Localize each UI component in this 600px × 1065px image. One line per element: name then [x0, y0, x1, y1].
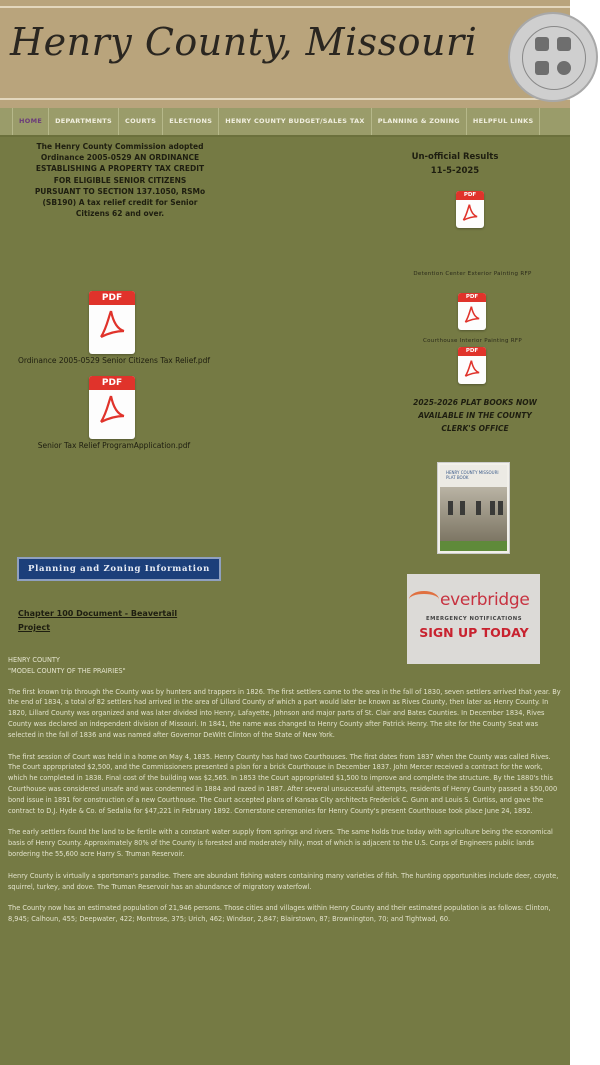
book-cover-header — [440, 465, 507, 487]
nav-home[interactable]: HOME — [12, 108, 48, 135]
seal-quadrant-icon — [535, 37, 549, 51]
pdf-label: PDF — [458, 347, 486, 356]
pdf-file-icon[interactable] — [89, 376, 135, 439]
ordinance-notice: The Henry County Commission adopted Ordinance 2005-0529 AN ORDINANCE ESTABLISHING A PROPERTY TAX CREDIT FOR ELIGIBLE SENIOR CITIZENS PURSUANT TO SECTION 137.1050, RSMo (SB190) A tax relief credit for Senior Citizens 62 and over. — [34, 142, 206, 219]
seal-quadrant-icon — [557, 37, 571, 51]
planning-zoning-button[interactable]: Planning and Zoning Information — [17, 557, 221, 581]
acrobat-icon — [461, 200, 479, 226]
main-nav — [0, 108, 570, 135]
pdf-label: PDF — [458, 293, 486, 302]
nav-divider — [0, 135, 570, 137]
nav-elections[interactable]: ELECTIONS — [162, 108, 218, 135]
pdf-file-icon[interactable] — [89, 291, 135, 354]
header-rule-bottom — [0, 98, 570, 100]
pdf-label: PDF — [89, 291, 135, 305]
window — [460, 501, 465, 515]
pdf-file-icon[interactable] — [458, 347, 486, 384]
site-title[interactable]: Henry County, Missouri — [10, 20, 478, 64]
pdf-file-icon[interactable] — [458, 293, 486, 330]
site-header — [0, 0, 570, 108]
window — [448, 501, 453, 515]
county-history — [8, 655, 563, 936]
chapter-100-link[interactable]: Chapter 100 Document - Beavertail Project — [18, 609, 178, 632]
history-paragraph: The first session of Court was held in a home on May 4, 1835. Henry County has had two Courthouses. The first dates from 1837 when the County was called Rives. The Court appropriated $2,500, and the Commissioners presented a plan for a brick Courthouse in December 1837. John Mercer received a contract for the work, which he completed in 1838. Final cost of the building was $2,565. In 1853 the Court appropriated $1,500 to improve and complete the structure. By the 1880's this Courthouse was considered unsafe and was condemned in 1884 and razed in 1887. After several unsuccessful attempts, residents of Henry County passed a $50,000 bond issue in 1891 for construction of a new Courthouse. The Court accepted plans of Kansas City architects Frederick C. Gunn and Louis S. Curtiss, and gave the contract to D.J. Hyde & Co. of Sedalia for $47,221 in February 1892. Cornerstone ceremonies for Henry County's present Courthouse took place June 24, 1892. — [8, 752, 558, 815]
window — [476, 501, 481, 515]
pdf-label: PDF — [89, 376, 135, 390]
nav-courts[interactable]: COURTS — [118, 108, 162, 135]
nav-helpful-links[interactable]: HELPFUL LINKS — [466, 108, 541, 135]
pdf-link-ordinance[interactable]: Ordinance 2005-0529 Senior Citizens Tax Relief.pdf — [17, 356, 211, 365]
history-heading-block — [8, 655, 563, 677]
history-paragraph: Henry County is virtually a sportsman's paradise. There are abundant fishing waters containing many varieties of fish. The hunting opportunities include deer, coyote, squirrel, turkey, and dove. The Truman Reservoir has an abundance of migratory waterfowl. — [8, 871, 559, 891]
everbridge-arc-icon — [409, 591, 439, 608]
acrobat-icon — [97, 305, 127, 345]
pdf-link-senior-application[interactable]: Senior Tax Relief ProgramApplication.pdf — [37, 441, 191, 450]
everbridge-signup-banner[interactable] — [407, 574, 540, 664]
sign-up-today-label: SIGN UP TODAY — [419, 625, 529, 640]
nav-budget-sales-tax[interactable]: HENRY COUNTY BUDGET/SALES TAX — [218, 108, 370, 135]
header-rule-top — [0, 6, 570, 8]
history-paragraph: The early settlers found the land to be fertile with a constant water supply from springs and rivers. The same holds true today with agriculture being the economical basis of Henry County. Approximately 80% of the County is forested and moderately hilly, most of which is adjacent to the U.S. Corps of Engineers public lands bordering the 55,600 acre Harry S. Truman Reservoir. — [8, 828, 553, 858]
county-seal-logo[interactable] — [508, 12, 598, 102]
acrobat-icon — [463, 356, 481, 382]
window — [490, 501, 495, 515]
history-paragraph: The first known trip through the County was by hunters and trappers in 1826. The first settlers came to the area in the fall of 1830, seven settlers arrived that year. By the end of 1834, a total of 82 settlers had arrived in the area of Lillard County of which a part would later be known as Rives County, then later as Henry County. In 1820, Lillard County was organized and was later divided into Henry, Lafayette, Johnson and major parts of St. Clair and Bates Counties. In December 1834, Rives County was declared an independent division of Missouri. In 1841, the name was changed to Henry County after Patrick Henry. The site for the County Seat was selected in the fall of 1836 and was named after Governor DeWitt Clinton of the State of New York. — [8, 687, 561, 739]
emergency-notifications-label: EMERGENCY NOTIFICATIONS — [425, 616, 523, 622]
pdf-link-courthouse-rfp[interactable]: Courthouse Interior Painting RFP — [422, 338, 523, 344]
lawn — [440, 541, 507, 551]
window — [498, 501, 503, 515]
acrobat-icon — [97, 390, 127, 430]
plat-books-notice: 2025-2026 PLAT BOOKS NOW AVAILABLE IN THE COUNTY CLERK'S OFFICE — [413, 398, 537, 433]
courthouse-photo — [440, 487, 507, 542]
results-title: Un-official Results — [411, 152, 499, 162]
pdf-link-detention-center-rfp[interactable]: Detention Center Exterior Painting RFP — [413, 271, 532, 277]
history-motto: "MODEL COUNTY OF THE PRAIRIES" — [8, 666, 126, 675]
seal-quadrant-icon — [535, 61, 549, 75]
unofficial-results — [395, 150, 515, 178]
history-heading: HENRY COUNTY — [8, 656, 60, 664]
nav-planning-zoning[interactable]: PLANNING & ZONING — [371, 108, 466, 135]
acrobat-icon — [463, 302, 481, 328]
seal-inner-ring — [522, 26, 586, 90]
pdf-file-icon[interactable] — [456, 191, 484, 228]
results-date: 11-5-2025 — [430, 166, 480, 176]
history-paragraph: The County now has an estimated population of 21,946 persons. Those cities and villages within Henry County and their estimated population is as follows: Clinton, 8,945; Calhoun, 455; Deepwater, 422; Montrose, 375; Urich, 462; Windsor, 2,847; Blairstown, 87; Brownington, 70; and Tightwad, 60. — [8, 904, 551, 924]
plat-book-cover-image[interactable] — [437, 462, 510, 554]
pdf-label: PDF — [456, 191, 484, 200]
everbridge-logo: everbridge — [440, 590, 530, 610]
book-cover-text: HENRY COUNTY MISSOURI PLAT BOOK — [446, 470, 499, 480]
nav-departments[interactable]: DEPARTMENTS — [48, 108, 118, 135]
seal-quadrant-icon — [557, 61, 571, 75]
